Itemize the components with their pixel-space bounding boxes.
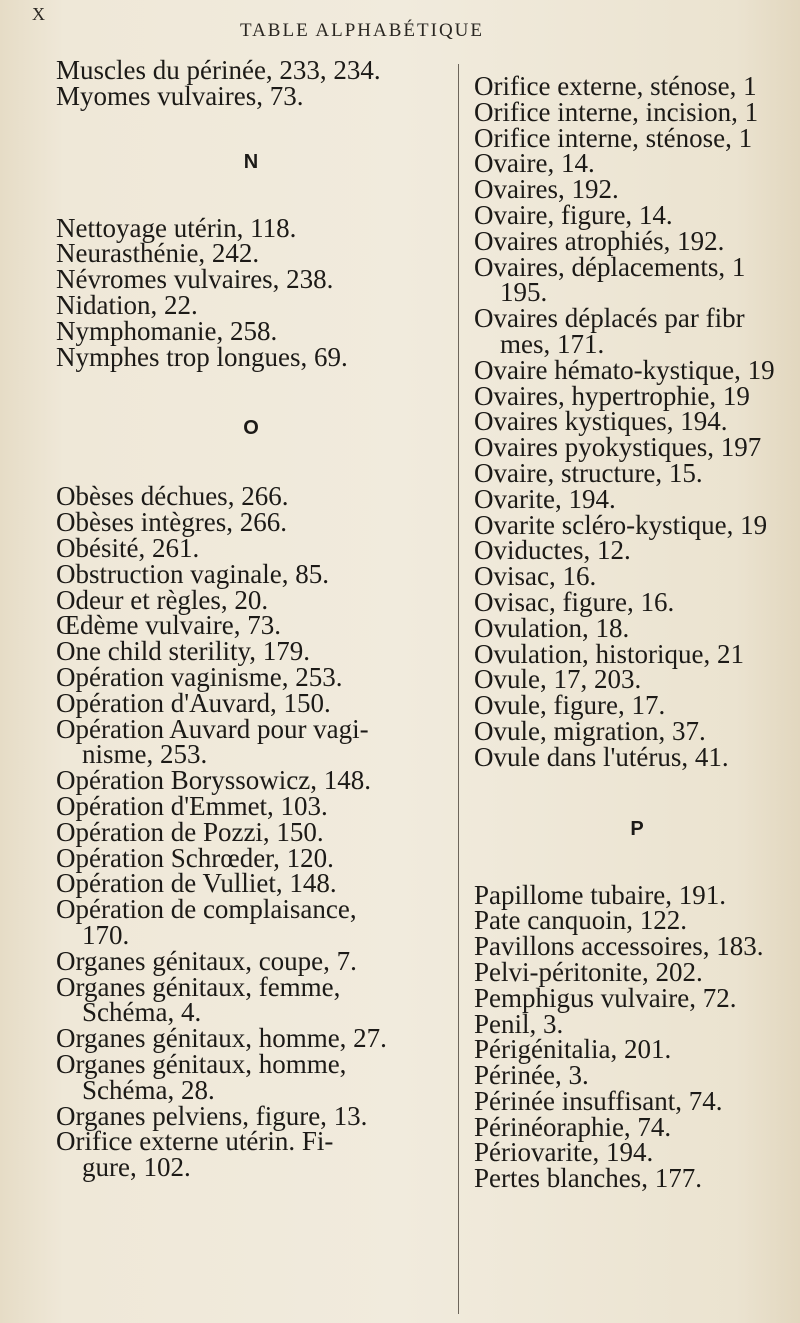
- index-entry: Opération d'Emmet, 103.: [56, 790, 328, 821]
- index-entry: Pelvi-péritonite, 202.: [474, 956, 703, 987]
- continuation-line: mes, 171.: [500, 328, 605, 359]
- index-entry: Ovaires, hypertrophie, 19: [474, 380, 750, 411]
- index-entry: Organes pelviens, figure, 13.: [56, 1100, 368, 1131]
- index-entry-continuation: [56, 919, 446, 950]
- index-entry: Obèses déchues, 266.: [56, 481, 289, 512]
- index-entry: Ovule, 17, 203.: [474, 664, 642, 695]
- section-letter-o: O: [243, 417, 259, 440]
- index-entry: Névromes vulvaires, 238.: [56, 264, 334, 295]
- index-entry: Opération vaginisme, 253.: [56, 661, 343, 692]
- column-divider: [458, 64, 459, 1314]
- index-entry: Penil, 3.: [474, 1008, 564, 1039]
- index-entry: Opération Schrœder, 120.: [56, 842, 334, 873]
- index-entry: Organes génitaux, coupe, 7.: [56, 945, 357, 976]
- index-entry: Obèses intègres, 266.: [56, 507, 287, 538]
- index-entry: Opération Boryssowicz, 148.: [56, 765, 371, 796]
- index-entry: Papillome tubaire, 191.: [474, 879, 726, 910]
- index-entry: Ovisac, 16.: [474, 561, 597, 592]
- index-entry: Odeur et règles, 20.: [56, 584, 269, 615]
- index-entry: Orifice externe utérin. Fi-: [56, 1126, 334, 1157]
- index-entry: Organes génitaux, homme,: [56, 1048, 347, 1079]
- index-entry: Neurasthénie, 242.: [56, 238, 260, 269]
- index-entry: Nettoyage utérin, 118.: [56, 212, 297, 243]
- index-entry: Pertes blanches, 177.: [474, 1163, 702, 1193]
- index-entry: Opération Auvard pour vagi-: [56, 713, 369, 744]
- continuation-line: 195.: [500, 277, 548, 308]
- index-entry: Ovaire hémato-kystique, 19: [474, 354, 775, 385]
- index-entry: Ovaire, structure, 15.: [474, 457, 703, 488]
- index-entry-continuation: [56, 1074, 446, 1105]
- index-entry: Périnéoraphie, 74.: [474, 1111, 672, 1142]
- section-letter-p: P: [630, 817, 644, 840]
- index-entry: Organes génitaux, homme, 27.: [56, 1023, 387, 1054]
- index-entry: Ovaires atrophiés, 192.: [474, 225, 725, 256]
- index-entry-continuation: [56, 1152, 446, 1183]
- index-entry: Nymphes trop longues, 69.: [56, 341, 348, 372]
- running-head: TABLE ALPHABÉTIQUE: [240, 20, 484, 41]
- index-entry: Ovaire, figure, 14.: [474, 199, 673, 230]
- index-entry: Ovaires pyokystiques, 197: [474, 432, 762, 463]
- index-entry: Ovaire, 14.: [474, 148, 595, 179]
- index-entry: Obstruction vaginale, 85.: [56, 558, 329, 589]
- index-entry: Ovulation, historique, 21: [474, 638, 744, 669]
- index-entry: Ovaires, 192.: [474, 174, 619, 205]
- index-entry: Opération de Vulliet, 148.: [56, 868, 337, 899]
- continuation-line: Schéma, 28.: [82, 1074, 215, 1105]
- index-entry: Périgénitalia, 201.: [474, 1034, 672, 1065]
- index-entry: Périovarite, 194.: [474, 1137, 654, 1168]
- index-entry: Organes génitaux, femme,: [56, 971, 341, 1002]
- index-entry: Orifice interne, sténose, 1: [474, 122, 753, 153]
- index-entry: Pate canquoin, 122.: [474, 905, 687, 936]
- continuation-line: nisme, 253.: [82, 739, 208, 770]
- index-entry: Nidation, 22.: [56, 289, 198, 320]
- index-entry: Ovaires déplacés par fibr: [474, 303, 745, 334]
- index-entry: Orifice interne, incision, 1: [474, 96, 759, 127]
- index-entry: Ovaires kystiques, 194.: [474, 406, 728, 437]
- index-entry: Opération de Pozzi, 150.: [56, 816, 324, 847]
- index-entry: Obésité, 261.: [56, 532, 200, 563]
- index-entry: Pavillons accessoires, 183.: [474, 931, 764, 962]
- page-number: X: [32, 4, 46, 24]
- index-entry: Ovisac, figure, 16.: [474, 586, 675, 617]
- index-entry: Muscles du périnée, 233, 234.: [56, 55, 381, 85]
- continuation-line: Schéma, 4.: [82, 997, 202, 1028]
- index-entry: Opération d'Auvard, 150.: [56, 687, 331, 718]
- index-entry: Orifice externe, sténose, 1: [474, 74, 757, 101]
- index-entry: Périnée insuffisant, 74.: [474, 1085, 723, 1116]
- index-entry: Opération de complaisance,: [56, 894, 357, 925]
- index-entry: Ovulation, 18.: [474, 612, 630, 643]
- index-entry: Ovarite, 194.: [474, 483, 616, 514]
- index-entry: Nymphomanie, 258.: [56, 315, 278, 346]
- index-entry: Oviductes, 12.: [474, 535, 631, 566]
- index-entry: Pemphigus vulvaire, 72.: [474, 982, 737, 1013]
- index-entry-continuation: [474, 328, 800, 359]
- index-entry: Ovaires, déplacements, 1: [474, 251, 746, 282]
- index-entry: One child sterility, 179.: [56, 636, 310, 667]
- right-column: [474, 74, 800, 1192]
- continuation-line: gure, 102.: [82, 1152, 191, 1183]
- left-column: [56, 55, 446, 1183]
- index-entry: Périnée, 3.: [474, 1060, 589, 1091]
- index-entry: Ovarite scléro-kystique, 19: [474, 509, 768, 540]
- continuation-line: 170.: [82, 919, 130, 950]
- index-entry: Ovule, figure, 17.: [474, 690, 666, 721]
- index-entry: Ovule dans l'utérus, 41.: [474, 741, 729, 772]
- index-entry: Myomes vulvaires, 73.: [56, 80, 304, 111]
- index-entry: Ovule, migration, 37.: [474, 715, 706, 746]
- section-letter-n: N: [243, 150, 259, 173]
- index-entry: Œdème vulvaire, 73.: [56, 610, 281, 641]
